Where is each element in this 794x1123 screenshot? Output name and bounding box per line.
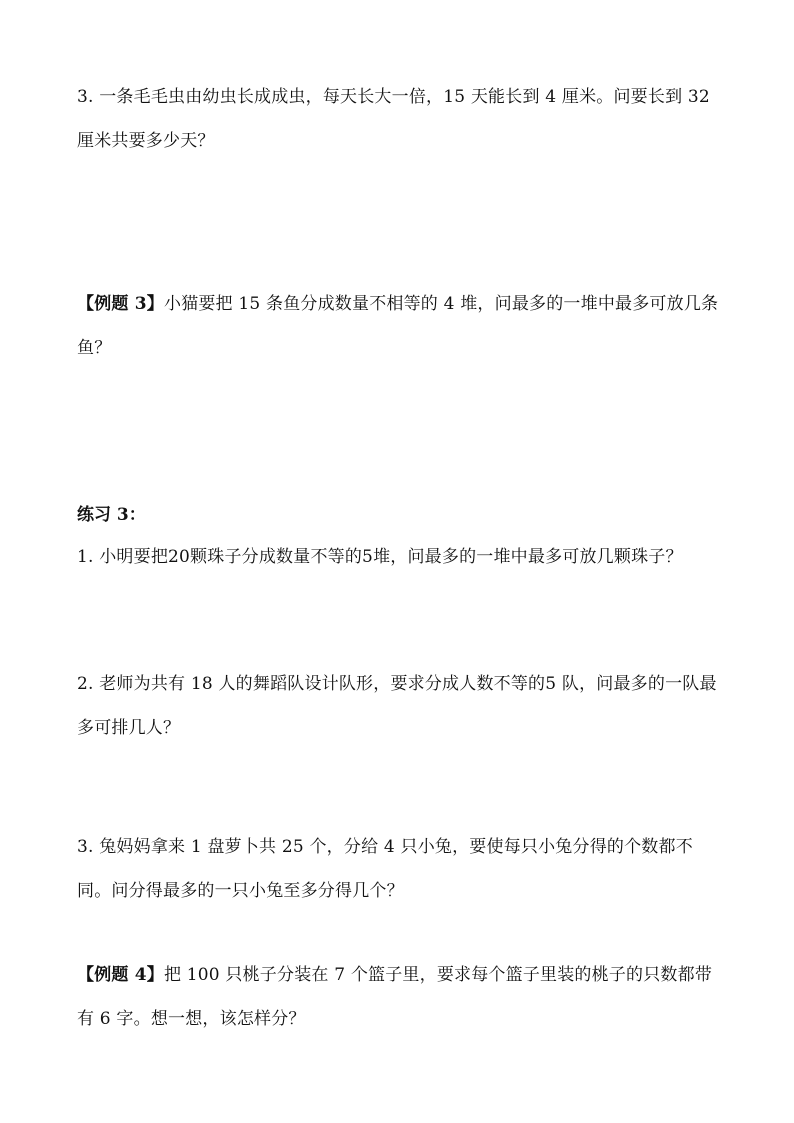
example-4-tag: 【例题 4】 bbox=[77, 965, 164, 985]
example-3-tag: 【例题 3】 bbox=[77, 294, 164, 314]
example-3-text: 小猫要把 15 条鱼分成数量不相等的 4 堆，问最多的一堆中最多可放几条鱼？ bbox=[77, 294, 719, 358]
example-3 bbox=[77, 282, 722, 370]
example-4-text: 把 100 只桃子分装在 7 个篮子里，要求每个篮子里装的桃子的只数都带有 6 字。想一想，该怎样分？ bbox=[77, 965, 713, 1029]
practice-item-3: 3. 兔妈妈拿来 1 盘萝卜共 25 个，分给 4 只小兔，要使每只小兔分得的个数都不同。问分得最多的一只小兔至多分得几个？ bbox=[77, 837, 693, 901]
problem-3-text: 3. 一条毛毛虫由幼虫长成成虫，每天长大一倍，15 天能长到 4 厘米。问要长到 32 厘米共要多少天？ bbox=[77, 87, 710, 151]
practice-3-heading: 练习 3： bbox=[77, 505, 146, 525]
practice-item-1: 1. 小明要把20颗珠子分成数量不等的5堆，问最多的一堆中最多可放几颗珠子？ bbox=[77, 547, 683, 567]
practice-item-2: 2. 老师为共有 18 人的舞蹈队设计队形，要求分成人数不等的5 队，问最多的一队最多可排几人？ bbox=[77, 674, 717, 738]
example-4 bbox=[77, 953, 722, 1041]
